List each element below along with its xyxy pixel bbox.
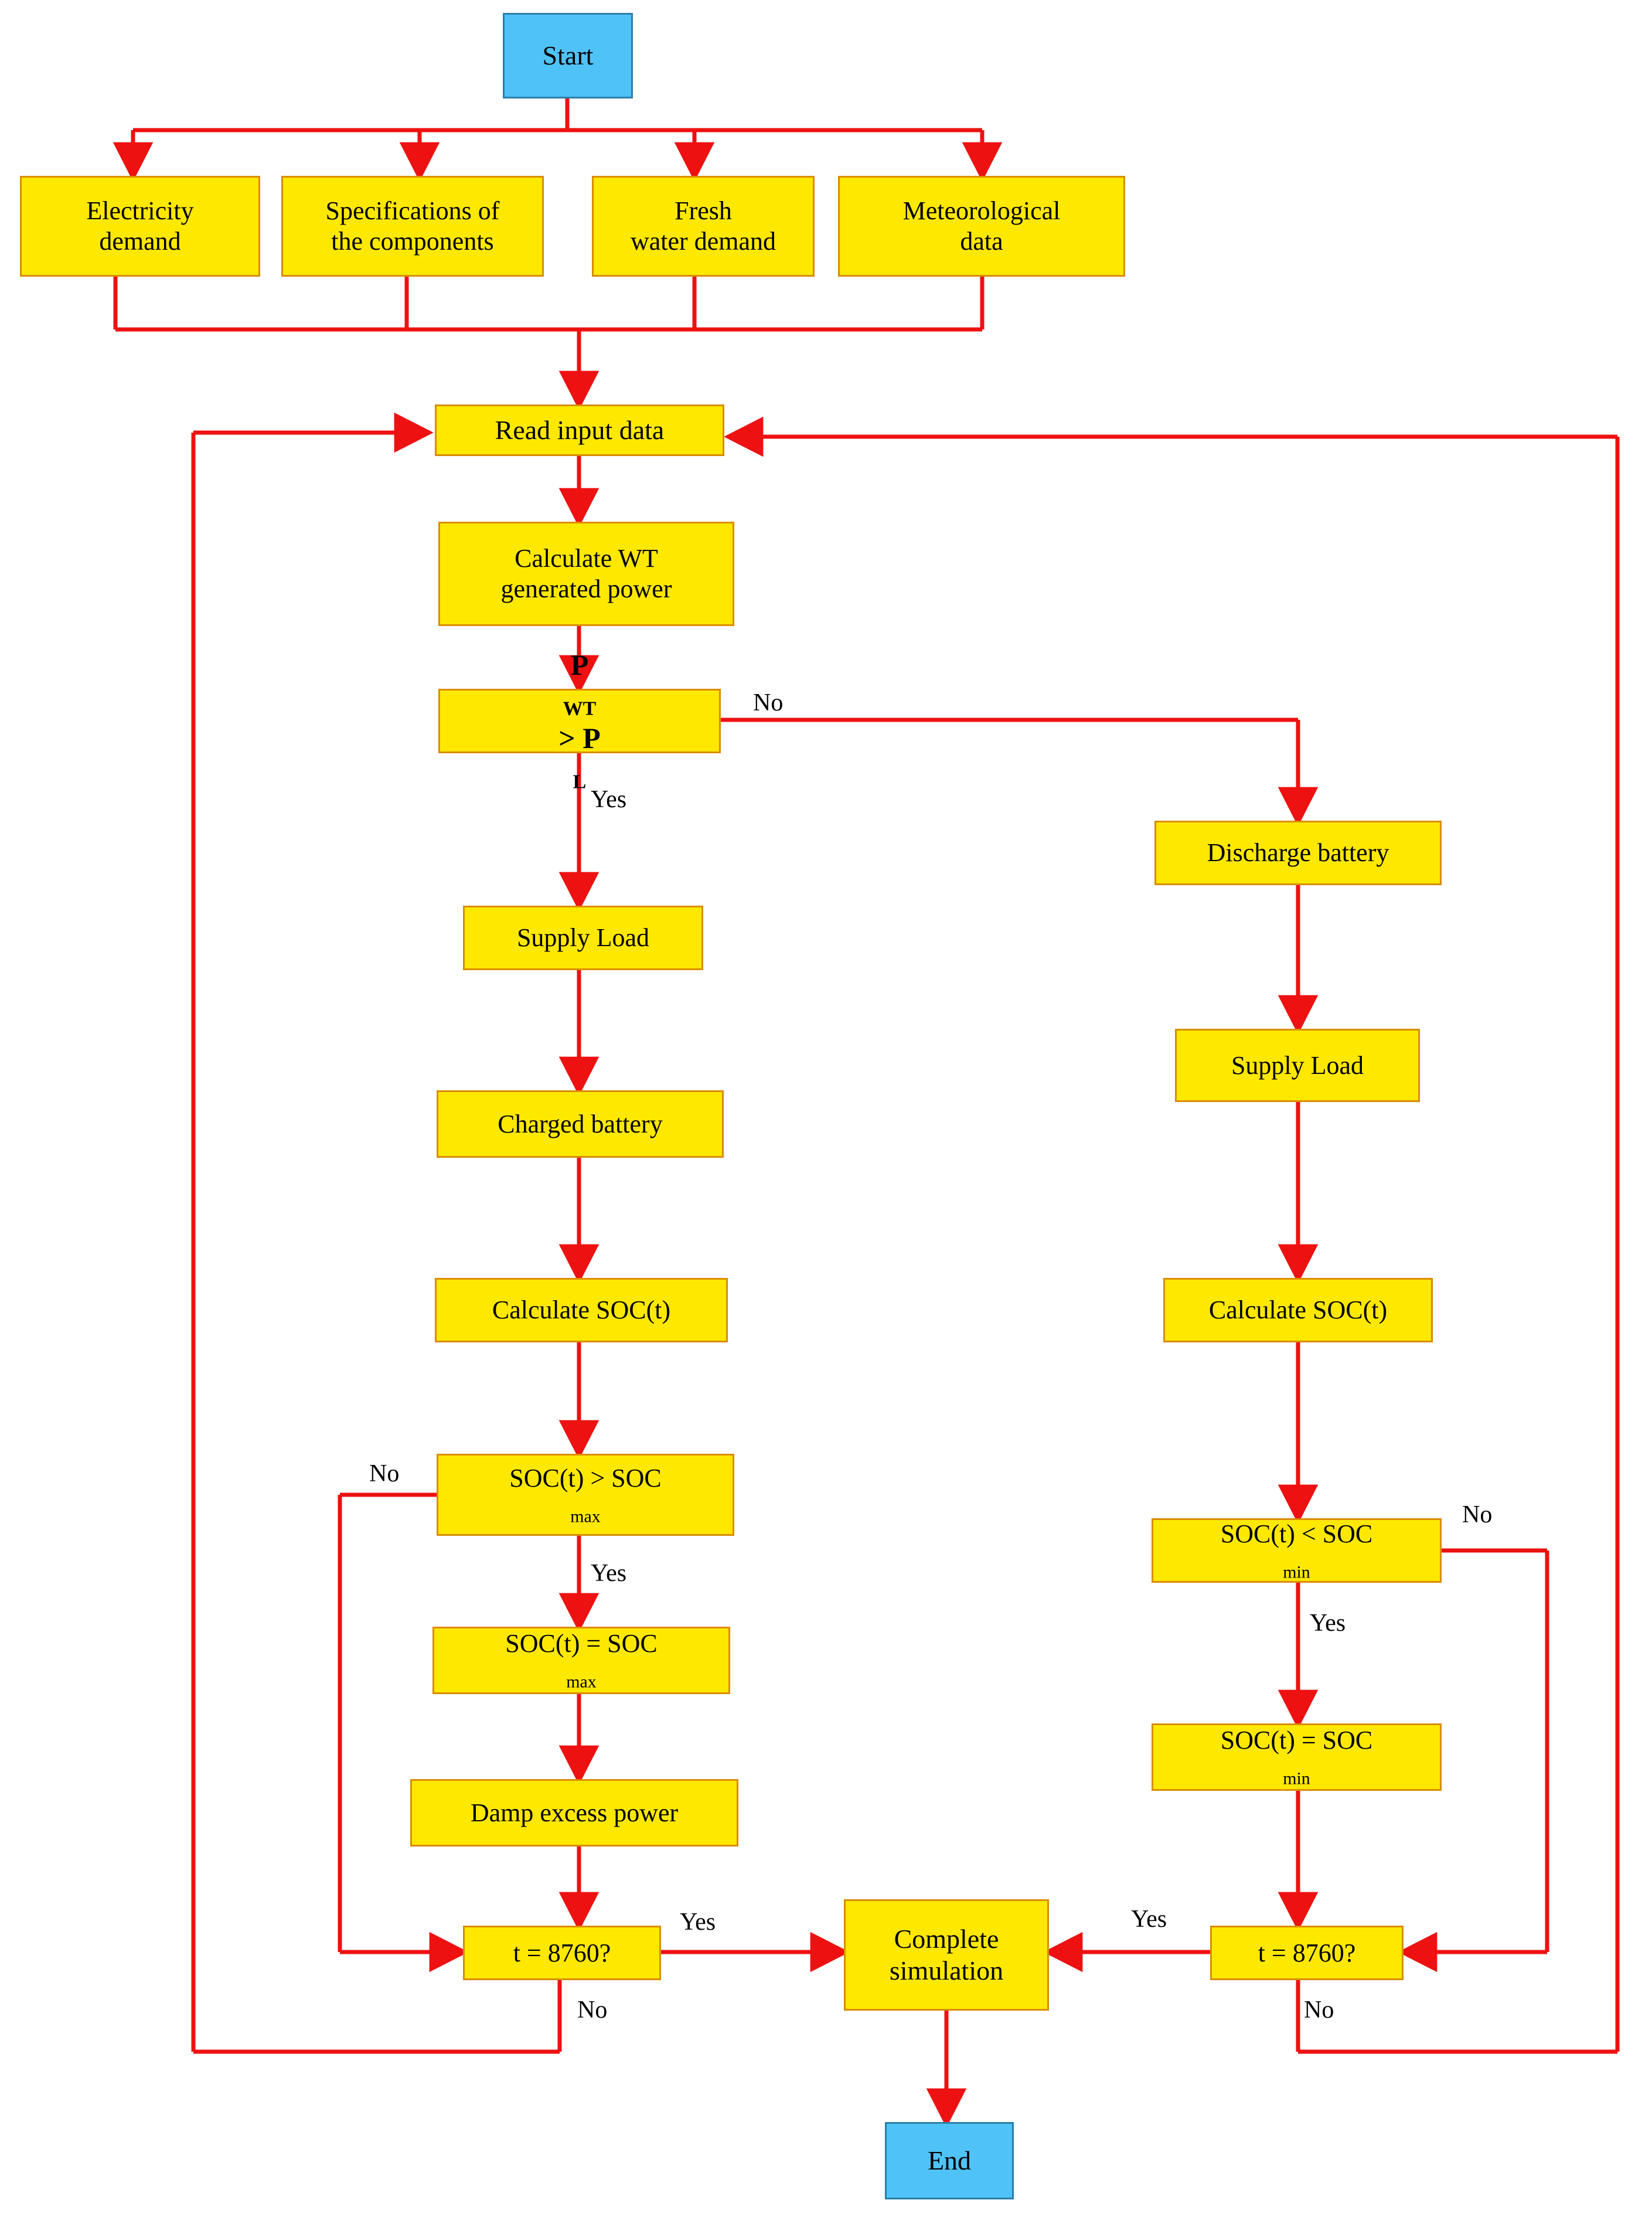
node-read-input-data-label: Read input data bbox=[495, 414, 665, 445]
node-start[interactable] bbox=[503, 13, 633, 98]
node-decision-t-8760-left[interactable] bbox=[463, 1926, 661, 1980]
edge-label-t-left-no: No bbox=[577, 1997, 608, 2024]
node-decision-soc-lt-socmin-label bbox=[1157, 1519, 1436, 1583]
socminset-sub: min bbox=[1283, 1769, 1310, 1788]
edge-label-t-right-no: No bbox=[1304, 1997, 1334, 2024]
node-discharge-battery[interactable] bbox=[1154, 821, 1442, 885]
socminset-pre: SOC(t) = SOC bbox=[1220, 1726, 1373, 1755]
node-decision-pwt-gt-pl[interactable] bbox=[438, 648, 721, 793]
socminq-sub: min bbox=[1283, 1562, 1310, 1582]
node-set-soc-socmax[interactable] bbox=[432, 1627, 730, 1694]
node-end-label: End bbox=[927, 2145, 972, 2175]
node-meteorological-data-line1: Meteorological bbox=[902, 196, 1061, 226]
node-specifications-line2: the components bbox=[331, 227, 494, 256]
edge-label-socmax-no: No bbox=[369, 1460, 400, 1487]
node-specifications-line1: Specifications of bbox=[325, 196, 500, 226]
node-start-label: Start bbox=[542, 40, 594, 70]
node-complete-simulation-line1: Complete bbox=[894, 1923, 999, 1954]
node-supply-load-left[interactable] bbox=[463, 906, 703, 970]
node-decision-soc-gt-socmax-label bbox=[442, 1463, 729, 1527]
edge-label-pwt-no: No bbox=[753, 689, 784, 716]
node-specifications[interactable] bbox=[281, 176, 544, 277]
node-end[interactable] bbox=[885, 2122, 1014, 2199]
node-discharge-battery-label: Discharge battery bbox=[1207, 838, 1389, 868]
node-calculate-wt-power-line2: generated power bbox=[500, 574, 672, 603]
node-calculate-soc-left[interactable] bbox=[435, 1278, 728, 1342]
node-supply-load-right-label: Supply Load bbox=[1231, 1050, 1364, 1080]
node-decision-pwt-gt-pl-label bbox=[444, 648, 716, 794]
node-calculate-soc-right-label: Calculate SOC(t) bbox=[1208, 1295, 1388, 1325]
pwt-l: L bbox=[573, 771, 587, 793]
node-complete-simulation[interactable] bbox=[844, 1899, 1049, 2011]
edge-label-t-right-yes: Yes bbox=[1131, 1906, 1167, 1933]
pwt-wt: WT bbox=[563, 698, 597, 720]
node-charged-battery-label: Charged battery bbox=[498, 1109, 663, 1138]
edge-label-socmax-yes: Yes bbox=[591, 1560, 627, 1587]
socmaxq-pre: SOC(t) > SOC bbox=[509, 1463, 662, 1492]
node-fresh-water-demand-line1: Fresh bbox=[675, 196, 732, 226]
pwt-p: P bbox=[570, 648, 589, 682]
socmaxset-pre: SOC(t) = SOC bbox=[505, 1629, 658, 1658]
node-electricity-demand-line2: demand bbox=[99, 227, 181, 256]
edge-label-socmin-yes: Yes bbox=[1310, 1610, 1346, 1637]
node-calculate-soc-right[interactable] bbox=[1163, 1278, 1433, 1342]
node-calculate-wt-power[interactable] bbox=[438, 522, 734, 626]
node-decision-t-8760-left-label: t = 8760? bbox=[513, 1938, 611, 1967]
node-meteorological-data-line2: data bbox=[960, 227, 1003, 256]
node-meteorological-data[interactable] bbox=[838, 176, 1125, 277]
node-fresh-water-demand[interactable] bbox=[592, 176, 815, 277]
node-calculate-soc-left-label: Calculate SOC(t) bbox=[492, 1295, 671, 1325]
node-set-soc-socmin-label bbox=[1157, 1725, 1436, 1789]
node-set-soc-socmax-label bbox=[438, 1628, 725, 1692]
node-damp-excess-power[interactable] bbox=[410, 1779, 738, 1847]
node-decision-t-8760-right-label: t = 8760? bbox=[1258, 1938, 1356, 1967]
node-supply-load-left-label: Supply Load bbox=[516, 923, 650, 953]
edge-label-pwt-yes: Yes bbox=[591, 786, 627, 813]
node-damp-excess-power-label: Damp excess power bbox=[470, 1798, 679, 1827]
node-supply-load-right[interactable] bbox=[1175, 1029, 1420, 1102]
node-decision-soc-gt-socmax[interactable] bbox=[437, 1454, 734, 1536]
socminq-pre: SOC(t) < SOC bbox=[1220, 1519, 1373, 1548]
node-electricity-demand[interactable] bbox=[20, 176, 260, 277]
node-complete-simulation-line2: simulation bbox=[889, 1956, 1004, 1985]
node-electricity-demand-line1: Electricity bbox=[86, 196, 194, 226]
node-charged-battery[interactable] bbox=[437, 1090, 724, 1158]
socmaxset-sub: max bbox=[566, 1672, 597, 1692]
node-set-soc-socmin[interactable] bbox=[1152, 1723, 1442, 1791]
pwt-gt: > P bbox=[558, 722, 601, 754]
edge-label-t-left-yes: Yes bbox=[680, 1909, 716, 1936]
node-calculate-wt-power-line1: Calculate WT bbox=[515, 544, 658, 573]
node-decision-t-8760-right[interactable] bbox=[1210, 1926, 1404, 1980]
node-read-input-data[interactable] bbox=[435, 404, 724, 456]
edge-label-socmin-no: No bbox=[1462, 1501, 1493, 1528]
socmaxq-sub: max bbox=[570, 1506, 601, 1526]
node-fresh-water-demand-line2: water demand bbox=[631, 227, 776, 256]
node-decision-soc-lt-socmin[interactable] bbox=[1152, 1518, 1442, 1583]
